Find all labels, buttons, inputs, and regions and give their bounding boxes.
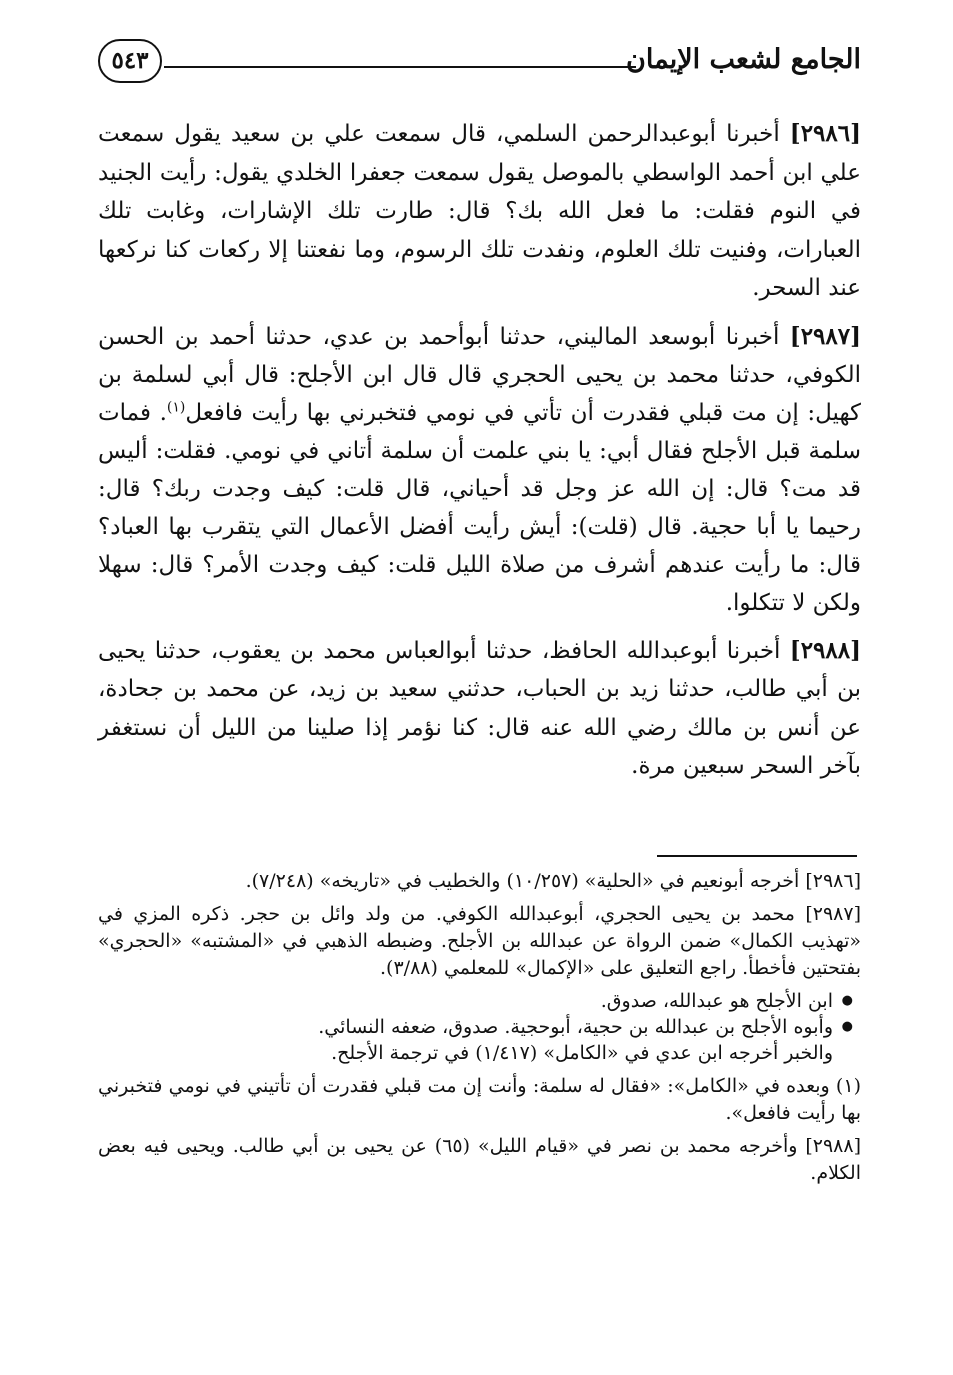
footnote-1: (١) وبعده في «الكامل»: «فقال له سلمة: وأنت إن مت قبلي فقدرت أن تأتيني في نومي فتخبرني بها رأيت فافعل». <box>98 1075 861 1124</box>
page-number: ٥٤٣ <box>98 39 162 83</box>
list-item: ● ابن الأجلح هو عبدالله، صدوق. <box>98 988 853 1014</box>
page-header <box>98 36 861 90</box>
header-rule <box>164 66 636 68</box>
running-title: الجامع لشعب الإيمان <box>626 44 861 75</box>
note-2987-source: والخبر أخرجه ابن عدي في «الكامل» (١/٤١٧) في ترجمة الأجلح. <box>331 1042 833 1064</box>
hadith-2988 <box>98 632 861 786</box>
list-item: ● وأبوه الأجلح بن عبدالله بن حجية، أبوحجية. صدوق، ضعفه النسائي. <box>98 1014 853 1040</box>
hadith-number: [٢٩٨٧] <box>789 322 861 350</box>
hadith-text: أخبرنا أبوعبدالرحمن السلمي، قال سمعت علي بن سعيد يقول سمعت علي ابن أحمد الواسطي بالموصل يقول سمعت جعفرا الخلدي يقول: رأيت الجنيد في النوم فقلت: ما فعل الله بك؟ قال: طارت تلك الإشارات، وغابت تلك العبارات، وفنيت تلك العلوم، ونفدت تلك الرسوم، وما نفعتنا إلا ركعات كنا نركعها عند السحر. <box>98 121 861 301</box>
main-text <box>98 115 861 796</box>
hadith-number: [٢٩٨٨] <box>789 636 861 664</box>
hadith-2986 <box>98 115 861 308</box>
note-2986: [٢٩٨٦] أخرجه أبونعيم في «الحلية» (١٠/٢٥٧) والخطيب في «تاريخه» (٧/٢٤٨). <box>245 870 861 892</box>
hadith-text: أخبرنا أبوعبدالله الحافظ، حدثنا أبوالعباس محمد بن يعقوب، حدثنا يحيى بن أبي طالب، حدثنا زيد بن الحباب، حدثني سعيد بن زيد، عن محمد بن جحادة، عن أنس بن مالك رضي الله عنه قال: كنا نؤمر إذا صلينا من الليل أن نستغفر بآخر السحر سبعين مرة. <box>98 637 861 779</box>
hadith-text: أخبرنا أبوسعد الماليني، حدثنا أبوأحمد بن عدي، حدثنا أحمد بن الحسن الكوفي، حدثنا محمد بن يحيى الحجري قال قال ابن الأجلح: قال أبي لسلمة بن كهيل: إن مت قبلي فقدرت أن تأتي في نومي فتخبرني بها رأيت فافعل <box>98 323 861 426</box>
note-2988: [٢٩٨٨] وأخرجه محمد بن نصر في «قيام الليل» (٦٥) عن يحيى بن أبي طالب. ويحيى فيه بعض الكلام. <box>98 1135 862 1184</box>
hadith-2987 <box>98 318 861 622</box>
hadith-text: . فمات سلمة قبل الأجلح فقال أبي: يا بني علمت أن سلمة أتاني في نومي. فقلت: أليس قد مت؟ قال: إن الله عز وجل قد أحياني، قال قلت: كيف وجدت ربك؟ قال: رحيما يا أبا حجية. قال (قلت): أيش رأيت أفضل الأعمال التي يتقرب بها العباد؟ قال: ما رأيت عندهم أشرف من صلاة الليل قلت: كيف وجدت الأمر؟ قال: سهلا ولكن لا تتكلوا. <box>98 399 861 616</box>
footnote-marker: (١) <box>166 398 186 415</box>
hadith-number: [٢٩٨٦] <box>789 120 861 147</box>
footnote-separator <box>657 855 857 857</box>
narrator-list <box>98 988 861 1040</box>
note-2987: [٢٩٨٧] محمد بن يحيى الحجري، أبوعبدالله الكوفي. من ولد وائل بن حجر. ذكره المزي في «تهذيب الكمال» ضمن الرواة عن عبدالله بن الأجلح. وضبطه الذهبي في «المشتبه» «الحجري» بفتحتين فأخطأ. راجع التعليق على «الإكمال» للمعلمي (٣/٨٨). <box>98 903 861 979</box>
footnotes <box>98 868 861 1193</box>
